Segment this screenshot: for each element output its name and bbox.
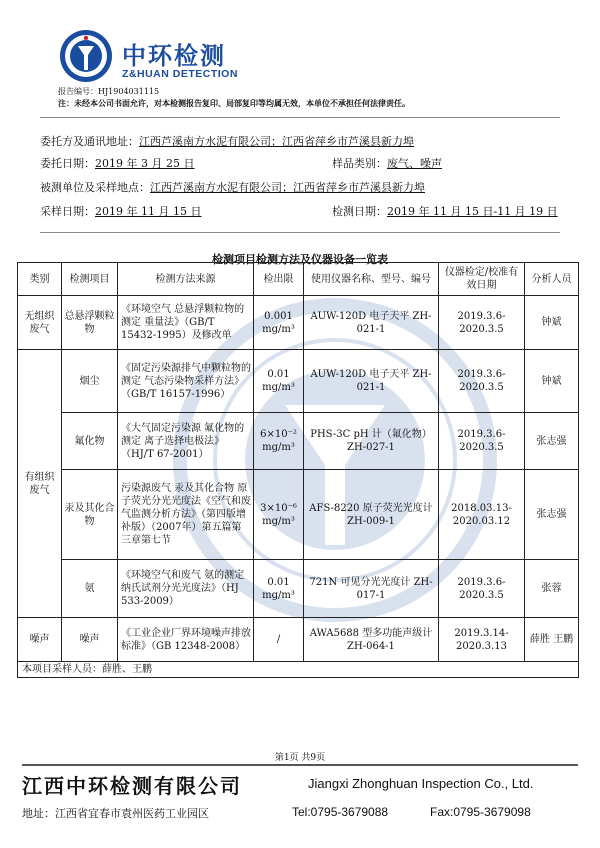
header-cell: 检出限 [254, 263, 304, 296]
valid-date-cell: 2019.3.6-2020.3.5 [439, 296, 525, 350]
instrument-cell: 721N 可见分光光度计 ZH-017-1 [304, 560, 439, 618]
limit-cell: / [254, 618, 304, 662]
instrument-cell: AFS-8220 原子荧光光度计 ZH-009-1 [304, 470, 439, 560]
category-cell: 有组织废气 [18, 350, 62, 618]
sampler-row [18, 662, 579, 678]
table-header-row [18, 263, 579, 296]
limit-cell: 0.01 mg/m³ [254, 560, 304, 618]
limit-cell: 0.001 mg/m³ [254, 296, 304, 350]
valid-date-cell: 2019.3.6-2020.3.5 [439, 413, 525, 470]
table-row [18, 618, 579, 662]
footer-divider [22, 764, 578, 766]
header-cell: 使用仪器名称、型号、编号 [304, 263, 439, 296]
method-cell: 《工业企业厂界环境噪声排放标准》（GB 12348-2008） [118, 618, 254, 662]
instrument-cell: PHS-3C pH 计（氟化物）ZH-027-1 [304, 413, 439, 470]
header-cell: 检测项目 [62, 263, 118, 296]
report-number: 报告编号：HJ1904031115 [58, 87, 160, 96]
divider-bottom [40, 232, 560, 233]
analyst-cell: 钟斌 [525, 350, 579, 413]
analyst-cell: 张蓉 [525, 560, 579, 618]
valid-date-cell: 2019.3.6-2020.3.5 [439, 560, 525, 618]
item-cell: 烟尘 [62, 350, 118, 413]
item-cell: 汞及其化合物 [62, 470, 118, 560]
method-cell: 《固定污染源排气中颗粒物的测定 气态污染物采样方法》（GB/T 16157-1996） [118, 350, 254, 413]
category-cell: 噪声 [18, 618, 62, 662]
analyst-cell: 钟斌 [525, 296, 579, 350]
method-cell: 《大气固定污染源 氟化物的测定 离子选择电极法》（HJ/T 67-2001） [118, 413, 254, 470]
valid-date-cell: 2018.03.13-2020.03.12 [439, 470, 525, 560]
item-cell: 氨 [62, 560, 118, 618]
instrument-cell: AUW-120D 电子天平 ZH-021-1 [304, 350, 439, 413]
limit-cell: 6×10⁻² mg/m³ [254, 413, 304, 470]
sample-type-line: 样品类别：废气、噪声 [332, 157, 442, 170]
valid-date-cell: 2019.3.14-2020.3.13 [439, 618, 525, 662]
test-date-line: 检测日期：2019 年 11 月 15 日-11 月 19 日 [332, 205, 558, 218]
commission-date-line: 委托日期：2019 年 3 月 25 日 [40, 157, 195, 170]
limit-cell: 3×10⁻⁶ mg/m³ [254, 470, 304, 560]
method-cell: 《环境空气 总悬浮颗粒物的测定 重量法》（GB/T 15432-1995）及修改单 [118, 296, 254, 350]
instrument-cell: AWA5688 型多功能声级计 ZH-064-1 [304, 618, 439, 662]
table-title: 检测项目检测方法及仪器设备一览表 [212, 253, 388, 266]
limit-cell: 0.01 mg/m³ [254, 350, 304, 413]
analyst-cell: 张志强 [525, 413, 579, 470]
sampler-cell: 本项目采样人员：薛胜、王鹏 [18, 662, 579, 678]
legal-notice: 注：未经本公司书面允许，对本检测报告复印、局部复印等均属无效，本单位不承担任何法律责任。 [58, 98, 410, 108]
item-cell: 总悬浮颗粒物 [62, 296, 118, 350]
method-cell: 污染源废气 汞及其化合物 原子荧光分光光度法《空气和废气监测分析方法》（第四版增补版）（2007年）第五篇第三章第七节 [118, 470, 254, 560]
table-row [18, 560, 579, 618]
brand-name-cn: 中环检测 [122, 42, 226, 70]
header-cell: 类别 [18, 263, 62, 296]
brand-name-en: Z&HUAN DETECTION [122, 68, 238, 80]
header-cell: 分析人员 [525, 263, 579, 296]
footer-fax: Fax:0795-3679098 [430, 805, 531, 819]
table-row [18, 350, 579, 413]
method-cell: 《环境空气和废气 氨的测定 纳氏试剂分光光度法》（HJ 533-2009） [118, 560, 254, 618]
table-row [18, 470, 579, 560]
methods-table [17, 262, 579, 678]
instrument-cell: AUW-120D 电子天平 ZH-021-1 [304, 296, 439, 350]
header-cell: 检测方法来源 [118, 263, 254, 296]
analyst-cell: 薛胜 王鹏 [525, 618, 579, 662]
footer-company-cn: 江西中环检测有限公司 [22, 774, 242, 798]
valid-date-cell: 2019.3.6-2020.3.5 [439, 350, 525, 413]
page-number: 第1页 共9页 [274, 753, 326, 763]
footer-company-en: Jiangxi Zhonghuan Inspection Co., Ltd. [308, 776, 534, 791]
footer-tel: Tel:0795-3679088 [292, 805, 389, 819]
category-cell: 无组织废气 [18, 296, 62, 350]
tested-unit-line: 被测单位及采样地点：江西芦溪南方水泥有限公司；江西省萍乡市芦溪县新力埠 [40, 181, 425, 194]
client-line: 委托方及通讯地址：江西芦溪南方水泥有限公司；江西省萍乡市芦溪县新力埠 [40, 135, 414, 148]
item-cell: 噪声 [62, 618, 118, 662]
analyst-cell: 张志强 [525, 470, 579, 560]
sampling-date-line: 采样日期：2019 年 11 月 15 日 [40, 205, 202, 218]
table-row [18, 413, 579, 470]
zhonghuan-logo-icon [58, 28, 114, 84]
item-cell: 氟化物 [62, 413, 118, 470]
divider-top [40, 117, 560, 118]
footer-address: 地址：江西省宜春市袁州医药工业园区 [22, 807, 209, 820]
table-row [18, 296, 579, 350]
header-cell: 仪器检定/校准有效日期 [439, 263, 525, 296]
